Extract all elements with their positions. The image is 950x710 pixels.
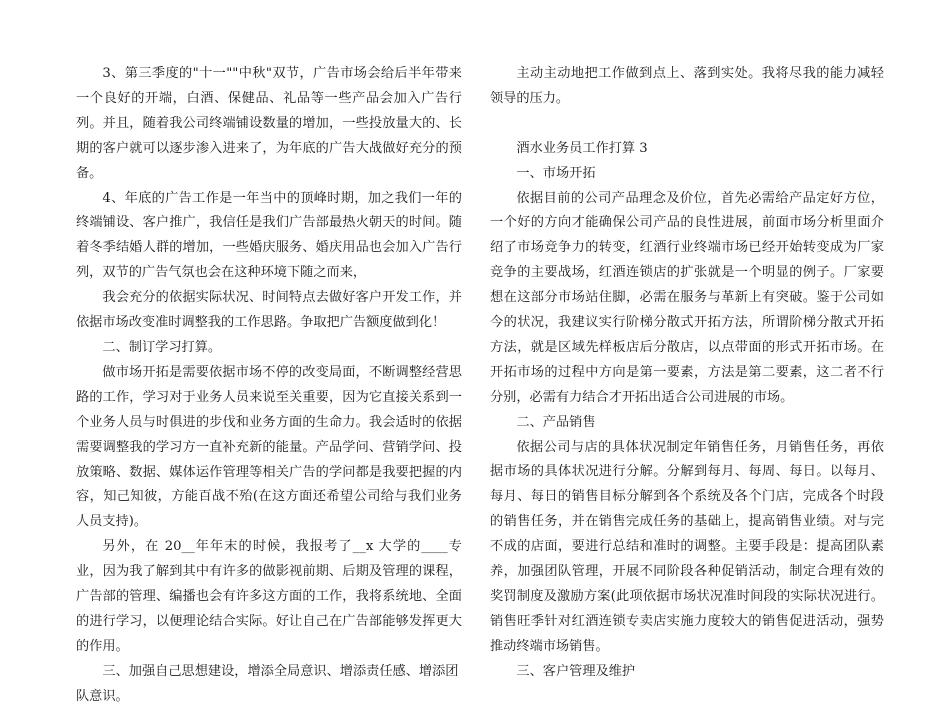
paragraph-work-on-point: 主动主动地把工作做到点上、落到实处。我将尽我的能力减轻领导的压力。 xyxy=(490,66,884,106)
right-column xyxy=(490,62,884,685)
paragraph-year-end: 4、年底的广告工作是一年当中的顶峰时期，加之我们一年的终端铺设、客户推广，我信任是我们广告部最热火朝天的时间。随着冬季结婚人群的增加，一些婚庆服务、婚庆用品也会加入广告行列，双节的广告气氛也会在这种环境下随之而来， xyxy=(76,190,462,281)
heading-product-sales: 二、产品销售 xyxy=(516,414,596,430)
paragraph-product-sales: 依据公司与店的具体状况制定年销售任务，月销售任务，再依据市场的具体状况进行分解。分解到每月、每周、每日。以每月、每月、每日的销售目标分解到各个系统及各个门店，完成各个时段的销售任务，并在销售完成任务的基础上，提高销售业绩。对与完不成的店面，要进行总结和准时的调整。主要手段是：提高团队素养，加强团队管理，开展不同阶段各种促销活动，制定合理有效的奖罚制度及激励方案(此项依据市场状况准时间段的实际状况进行。销售旺季针对红酒连锁专卖店实施力度较大的销售促进活动，强势推动终端市场销售。 xyxy=(490,439,884,654)
paragraph-study-importance: 做市场开拓是需要依据市场不停的改变局面，不断调整经营思路的工作，学习对于业务人员来说至关重要，因为它直接关系到一个业务人员与时俱进的步伐和业务方面的生命力。我会适时的依据需要调整我的学习方一直补充新的能量。产品学问、营销学问、投放策略、数据、媒体运作管理等相关广告的学问都是我要把握的内容，知己知彼，方能百战不殆(在这方面还希望公司给与我们业务人员支持)。 xyxy=(76,364,462,530)
left-column xyxy=(76,62,462,710)
paragraph-university-study: 另外，在 20__年年末的时候，我报考了__x 大学的____专业，因为我了解到其中有许多的做影视前期、后期及管理的课程，广告部的管理、编播也会有许多这方面的工作，我将系统地、全面的进行学习，以便理论结合实际。好让自己在广告部能够发挥更大的作用。 xyxy=(76,539,462,654)
paragraph-client-development: 我会充分的依据实际状况、时间特点去做好客户开发工作，并依据市场改变准时调整我的工作思路。争取把广告额度做到化！ xyxy=(76,290,462,331)
heading-study-plan: 二、制订学习打算。 xyxy=(102,339,222,355)
heading-customer-management: 三、客户管理及维护 xyxy=(516,663,636,679)
section-title-wine-plan: 酒水业务员工作打算 3 xyxy=(516,140,648,156)
blank-line xyxy=(490,112,884,137)
heading-ideology-building: 三、加强自己思想建设，增添全局意识、增添责任感、增添团队意识。 xyxy=(76,663,459,704)
paragraph-third-quarter: 3、第三季度的"十一""中秋"双节，广告市场会给后半年带来一个良好的开端，白酒、保健品、礼品等一些产品会加入广告行列。并且，随着我公司终端铺设数量的增加，一些投放量大的、长期的客户就可以逐步渗入进来了，为年底的广告大战做好充分的预备。 xyxy=(76,66,462,181)
paragraph-market-development: 依据目前的公司产品理念及价位，首先必需给产品定好方位，一个好的方向才能确保公司产品的良性进展，前面市场分析里面介绍了市场竞争力的转变，红酒行业终端市场已经开始转变成为厂家竞争的主要战场，红酒连锁店的扩张就是一个明显的例子。厂家要想在这部分市场站住脚，必需在服务与革新上有突破。鉴于公司如今的状况，我建议实行阶梯分散式开拓方法，所谓阶梯分散式开拓方法，就是区域先样板店后分散店，以点带面的形式开拓市场。在开拓市场的过程中方向是第一要素，方法是第二要素，这二者不行分别，必需有力结合才开拓出适合公司进展的市场。 xyxy=(490,190,884,405)
heading-market-development: 一、市场开拓 xyxy=(516,165,596,181)
